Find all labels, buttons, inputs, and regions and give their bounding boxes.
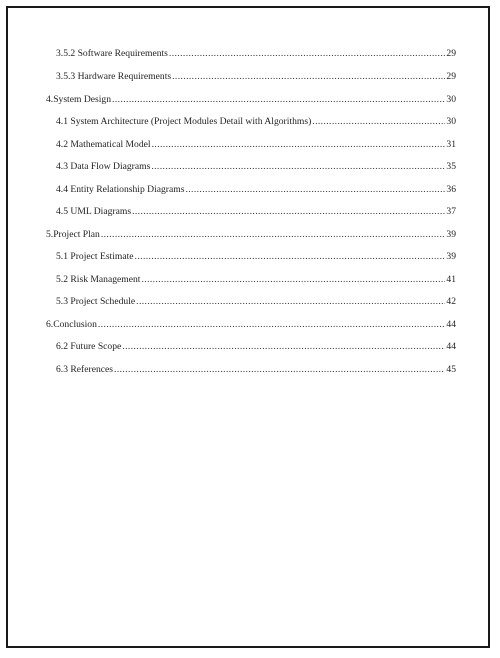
toc-dot-leader — [114, 363, 445, 377]
toc-entry-page: 30 — [446, 94, 456, 105]
toc-entry-title: 3.5.3 Hardware Requirements — [56, 71, 172, 82]
toc-entry-title: 4.System Design — [46, 94, 112, 105]
toc-dot-leader — [135, 250, 446, 264]
toc-entry-5-3[interactable] — [56, 295, 456, 309]
toc-dot-leader — [312, 115, 445, 129]
toc-entry-4-5[interactable] — [56, 205, 456, 219]
toc-entry-page: 42 — [446, 296, 456, 307]
toc-entry-4[interactable] — [46, 93, 456, 107]
toc-entry-page: 30 — [446, 116, 456, 127]
toc-dot-leader — [112, 93, 445, 107]
toc-dot-leader — [185, 183, 445, 197]
toc-entry-title: 4.4 Entity Relationship Diagrams — [56, 184, 185, 195]
toc-entry-6-2[interactable] — [56, 340, 456, 354]
toc-dot-leader — [141, 273, 445, 287]
toc-entry-title: 6.3 References — [56, 364, 114, 375]
toc-entry-page: 31 — [446, 139, 456, 150]
toc-dot-leader — [101, 228, 446, 242]
document-page — [6, 6, 490, 648]
toc-entry-page: 45 — [446, 364, 456, 375]
toc-entry-page: 41 — [446, 274, 456, 285]
toc-entry-page: 29 — [446, 48, 456, 59]
toc-entry-page: 37 — [446, 206, 456, 217]
toc-dot-leader — [152, 138, 446, 152]
toc-dot-leader — [151, 160, 445, 174]
toc-entry-title: 5.Project Plan — [46, 229, 100, 240]
toc-entry-title: 4.3 Data Flow Diagrams — [56, 161, 151, 172]
toc-dot-leader — [98, 318, 446, 332]
toc-entry-title: 5.3 Project Schedule — [56, 296, 136, 307]
toc-entry-4-4[interactable] — [56, 183, 456, 197]
toc-entry-page: 39 — [446, 251, 456, 262]
toc-entry-4-3[interactable] — [56, 160, 456, 174]
toc-entry-page: 44 — [446, 341, 456, 352]
toc-entry-title: 4.2 Mathematical Model — [56, 139, 151, 150]
toc-entry-title: 4.5 UML Diagrams — [56, 206, 132, 217]
toc-entry-6-3[interactable] — [56, 363, 456, 377]
toc-entry-page: 35 — [446, 161, 456, 172]
toc-entry-4-2[interactable] — [56, 138, 456, 152]
toc-entry-title: 3.5.2 Software Requirements — [56, 48, 168, 59]
table-of-contents — [8, 8, 488, 646]
toc-dot-leader — [136, 295, 445, 309]
toc-entry-5[interactable] — [46, 228, 456, 242]
toc-entry-title: 5.2 Risk Management — [56, 274, 141, 285]
toc-entry-title: 5.1 Project Estimate — [56, 251, 134, 262]
toc-entry-title: 6.2 Future Scope — [56, 341, 122, 352]
toc-dot-leader — [122, 340, 445, 354]
toc-entry-3-5-3[interactable] — [56, 70, 456, 84]
toc-entry-page: 29 — [446, 71, 456, 82]
toc-entry-page: 44 — [446, 319, 456, 330]
toc-entry-6[interactable] — [46, 318, 456, 332]
toc-entry-4-1[interactable] — [56, 115, 456, 129]
toc-entry-title: 4.1 System Architecture (Project Modules Detail with Algorithms) — [56, 116, 312, 127]
toc-entry-title: 6.Conclusion — [46, 319, 97, 330]
toc-entry-5-2[interactable] — [56, 273, 456, 287]
toc-entry-5-1[interactable] — [56, 250, 456, 264]
toc-dot-leader — [169, 47, 446, 61]
toc-entry-3-5-2[interactable] — [56, 47, 456, 61]
toc-dot-leader — [172, 70, 445, 84]
toc-dot-leader — [132, 205, 445, 219]
toc-entry-page: 36 — [446, 184, 456, 195]
toc-entry-page: 39 — [446, 229, 456, 240]
